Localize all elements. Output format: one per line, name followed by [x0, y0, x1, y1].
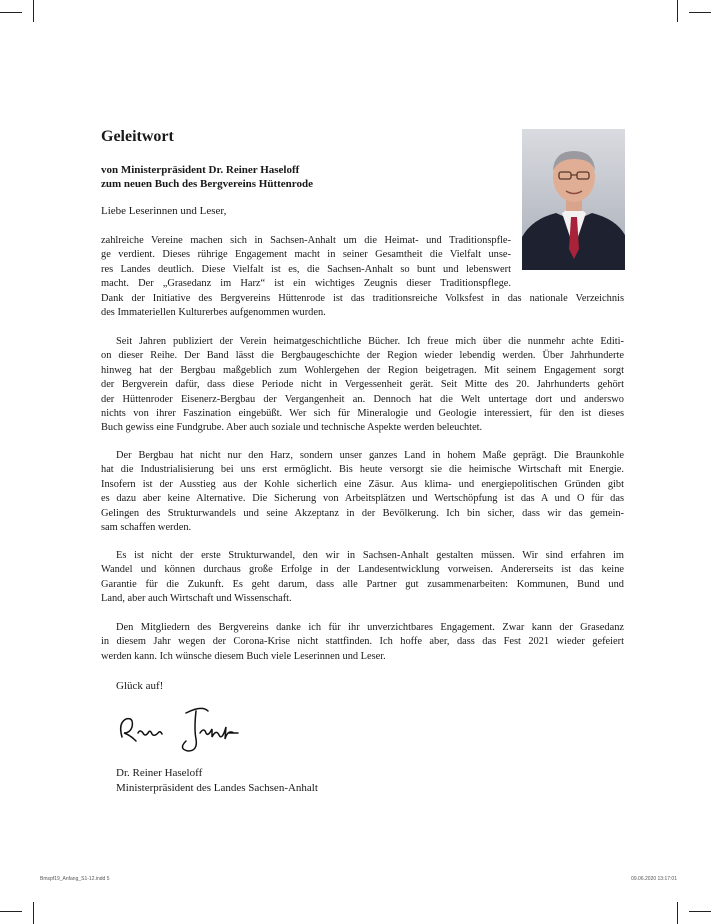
text-line: Es ist nicht der erste Strukturwandel, den wir in Sachsen-Anhalt gestalten müssen. Wir sind erfahren im [116, 550, 624, 561]
paragraph-3 [101, 449, 624, 535]
text-line: Gelingen des Strukturwandels und seine Akzeptanz in der Bevölkerung. Ich bin sicher, dass wir das gemein- [101, 507, 624, 519]
crop-mark [677, 902, 678, 924]
salutation: Liebe Leserinnen und Leser, [101, 205, 227, 217]
paragraph-1 [101, 234, 624, 320]
text-line: on dieser Reihe. Der Band lässt die Bergbaugeschichte der Region wieder lebendig werden. Über Jahrhunderte [101, 350, 624, 362]
closing: Glück auf! [116, 680, 164, 692]
subtitle [101, 163, 313, 191]
paragraph-4 [101, 549, 624, 607]
signer-title: Ministerpräsident des Landes Sachsen-Anhalt [116, 782, 318, 794]
text-line: hinweg hat der Bergbau maßgeblich zum Wohlergehen der Region beigetragen. Mit seinem Engagement sorgt [101, 364, 624, 376]
text-line: Land, aber auch Wirtschaft und Wissenschaft. [101, 593, 292, 605]
text-line: werden kann. Ich wünsche diesem Buch viele Leserinnen und Leser. [101, 650, 386, 662]
text-line: hat die Industrialisierung bei uns erst ermöglicht. Bis heute versorgt sie die heimische Wirtschaft mit Energie. [101, 464, 624, 476]
text-line: macht. Der „Grasedanz im Harz“ ist ein wichtiges Zeugnis dieser Traditionspflege. [101, 278, 511, 290]
text-line: Insofern ist der Ausstieg aus der Kohle sicherlich eine Zäsur. Aus klima- und energiepolitischen Gründen gibt [101, 478, 624, 490]
subtitle-line: von Ministerpräsident Dr. Reiner Haseloff [101, 164, 300, 176]
text-line: Seit Jahren publiziert der Verein heimatgeschichtliche Bücher. Ich freue mich über die nunmehr achte Editi- [116, 336, 624, 347]
signer-block [116, 766, 318, 796]
text-line: der Hüttenroder Eisenerz-Bergbau der Vergangenheit an. Dennoch hat die Welt untertage dort und anderswo [101, 393, 624, 405]
page-title: Geleitwort [101, 128, 174, 145]
crop-mark [689, 12, 711, 13]
footer-filename: Bmspf19_Anfang_S1-12.indd 5 [40, 876, 110, 882]
crop-mark [33, 902, 34, 924]
text-line: Garantie für die Zukunft. Es geht darum, dass alle Partner gut zusammenarbeiten: Kommunen, Bund und [101, 578, 624, 590]
signer-name: Dr. Reiner Haseloff [116, 767, 203, 779]
crop-mark [689, 911, 711, 912]
crop-mark [0, 911, 22, 912]
signature-image [116, 703, 251, 755]
text-line: ge verdient. Dieses rührige Engagement macht in seiner Gesamtheit die Vielfalt unse- [101, 249, 511, 261]
footer-timestamp: 09.06.2020 13:17:01 [631, 876, 677, 882]
text-line: Der Bergbau hat nicht nur den Harz, sondern unser ganzes Land in hohem Maße geprägt. Die Braunkohle [116, 450, 624, 461]
text-line: res Landes deutlich. Diese Vielfalt ist es, die Sachsen-Anhalt so bunt und lebenswert [101, 263, 511, 275]
crop-mark [0, 12, 22, 13]
text-line: Dank der Initiative des Bergvereins Hüttenrode ist das traditionsreiche Volksfest in das nationale Verzeichnis [101, 292, 624, 304]
text-line: nichts von ihrer Faszination eingebüßt. Wer sich für Mineralogie und Geologie interessiert, für den ist dieses [101, 408, 624, 420]
paragraph-5 [101, 621, 624, 664]
text-line: Buch gewiss eine Fundgrube. Aber auch soziale und technische Aspekte werden beleuchtet. [101, 422, 483, 434]
crop-mark [33, 0, 34, 22]
text-line: Den Mitgliedern des Bergvereins danke ich für ihr unverzichtbares Engagement. Zwar kann der Grasedanz [116, 622, 624, 633]
text-line: sam schaffen werden. [101, 522, 192, 534]
paragraph-2 [101, 335, 624, 436]
text-line: in diesem Jahr wegen der Corona-Krise nicht stattfinden. Ich hoffe aber, dass das Fest 2021 wieder gefeiert [101, 636, 624, 648]
text-line: der Bergverein dafür, dass diese Periode nicht in Vergessenheit gerät. Seit Mitte des 20. Jahrhunderts gehört [101, 379, 624, 391]
text-line: Wandel und können durchaus große Erfolge in der Landesentwicklung vorweisen. Andererseits ist das keine [101, 564, 624, 576]
text-line: des Immateriellen Kulturerbes aufgenommen wurden. [101, 307, 326, 319]
crop-mark [677, 0, 678, 22]
text-line: es dazu aber keine Alternative. Die Sicherung von Arbeitsplätzen und Wertschöpfung ist das A und O für das [101, 493, 624, 505]
subtitle-line: zum neuen Buch des Bergvereins Hüttenrode [101, 178, 313, 190]
text-line: zahlreiche Vereine machen sich in Sachsen-Anhalt um die Heimat- und Traditionspfle- [101, 235, 511, 246]
